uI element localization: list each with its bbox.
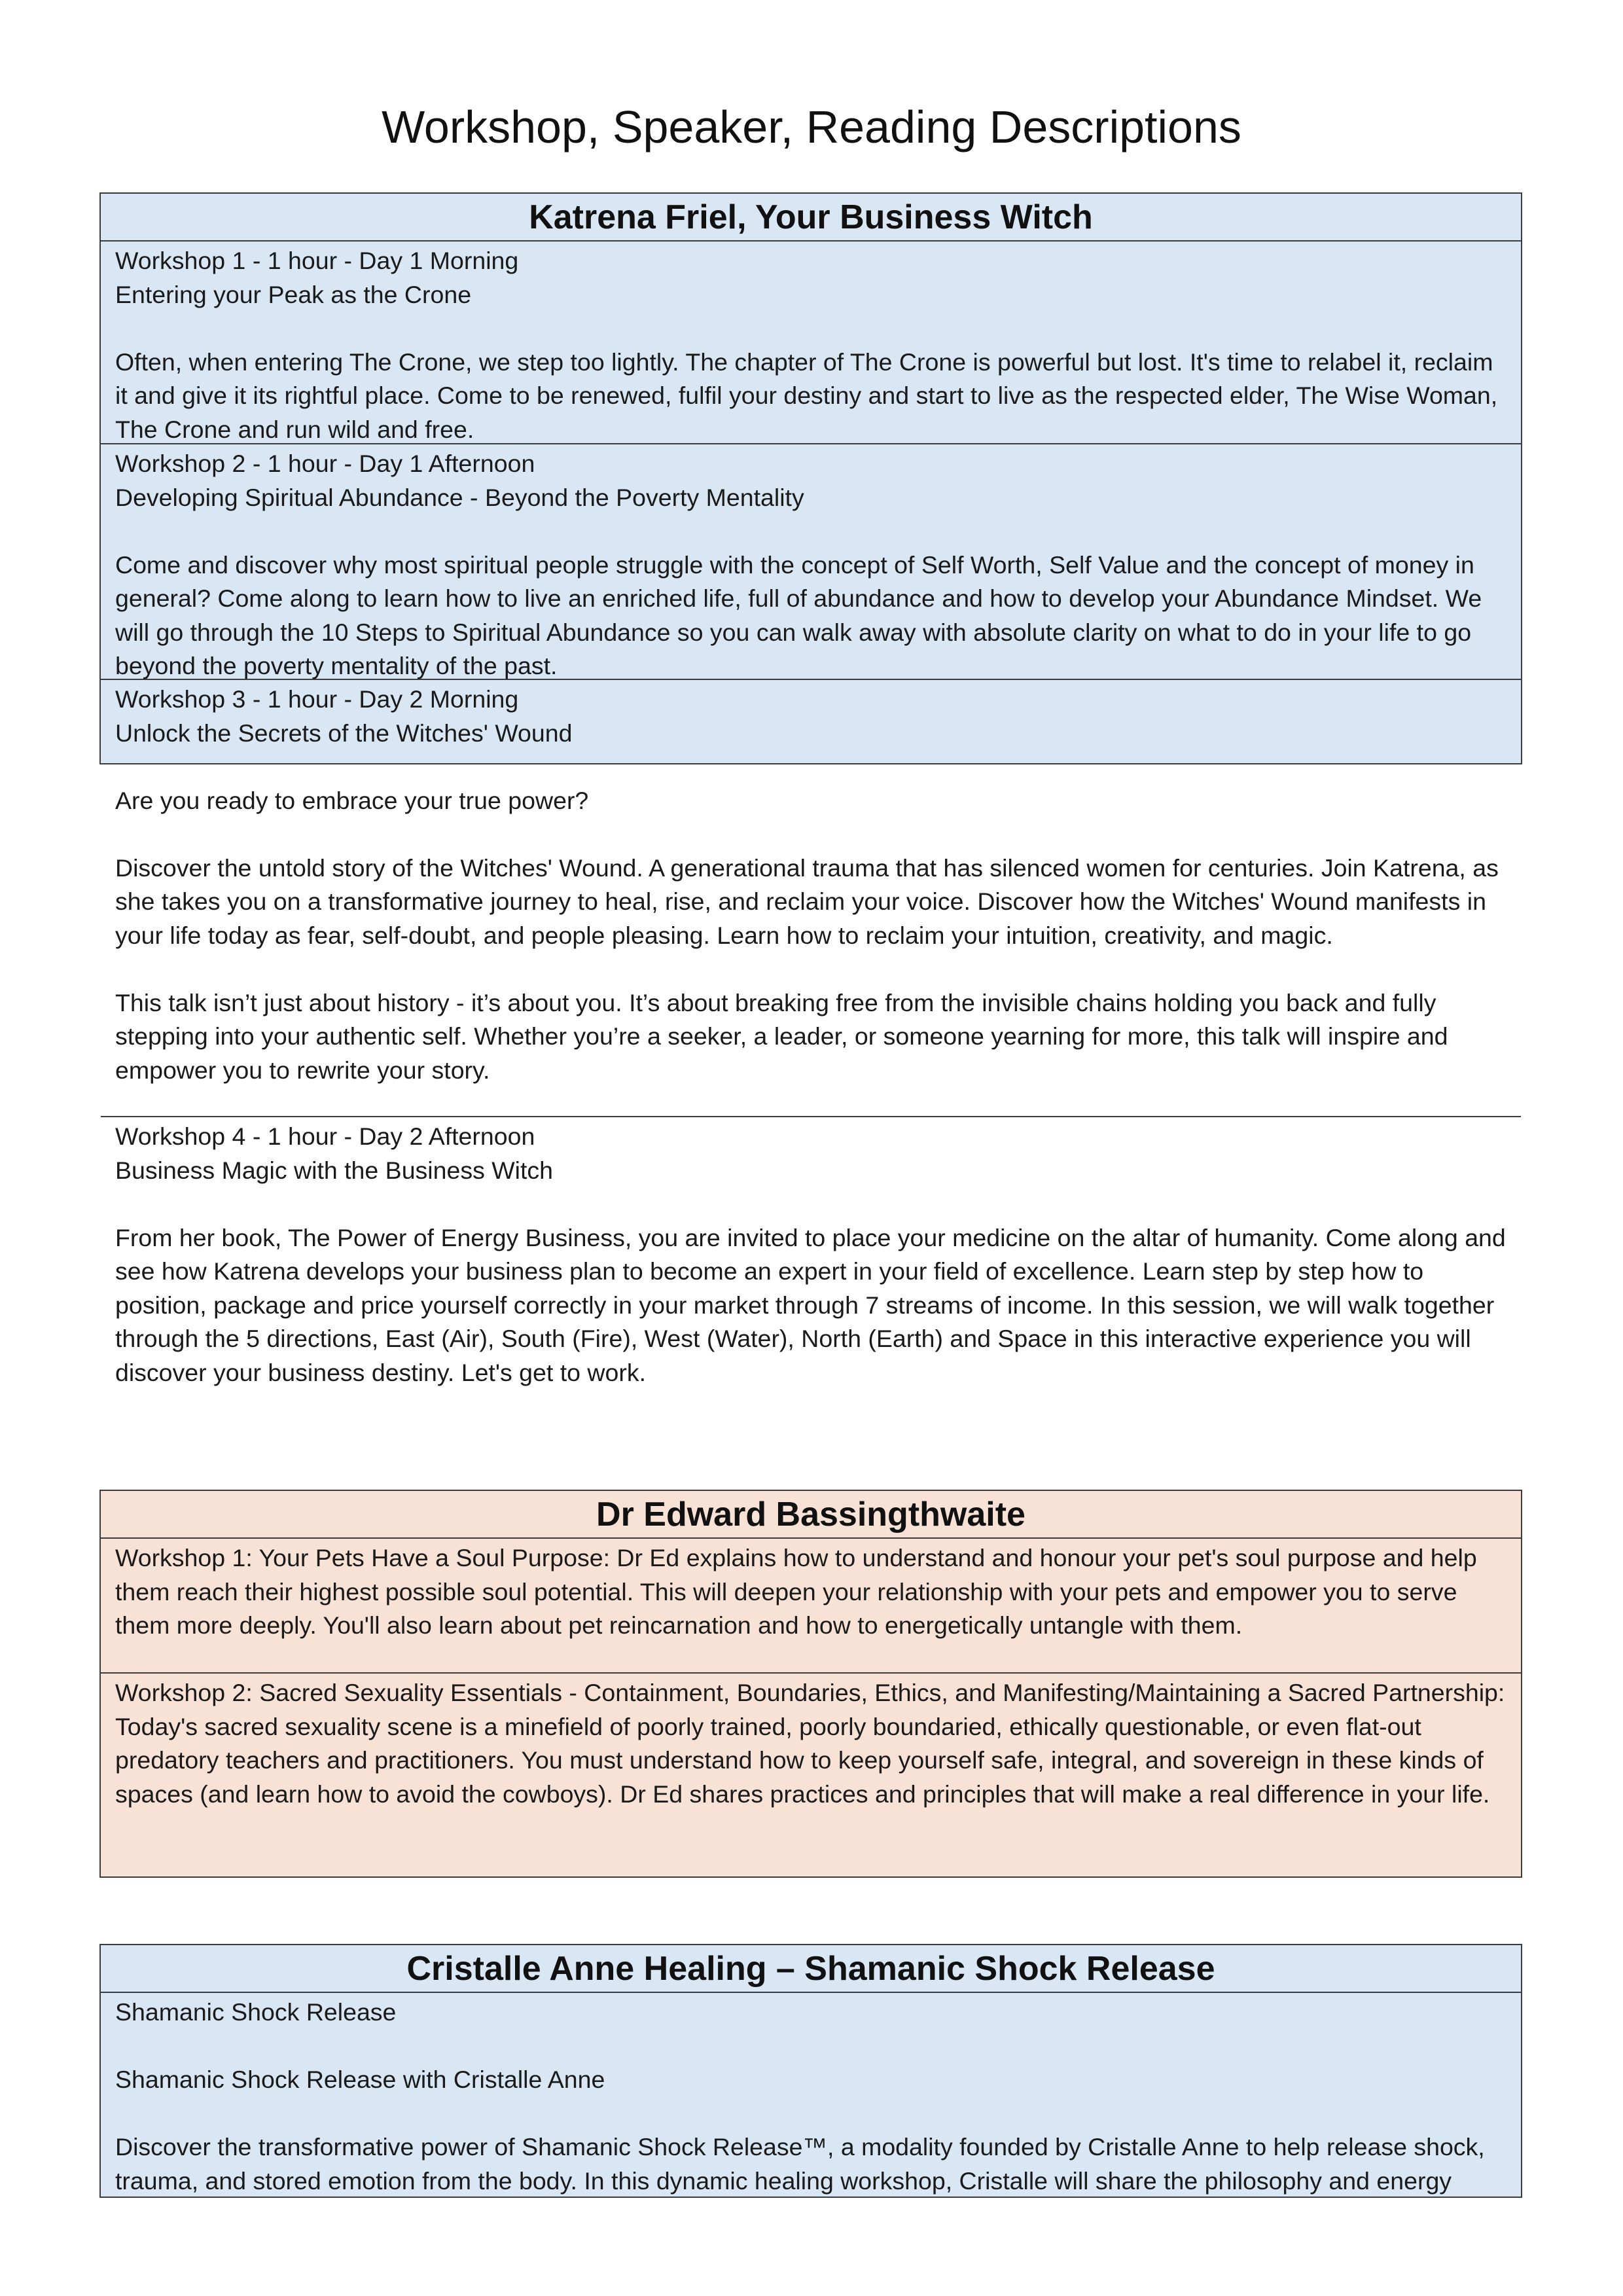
- workshop-cell-2: [101, 444, 1521, 680]
- workshop-heading: Workshop 4 - 1 hour - Day 2 Afternoon: [115, 1122, 535, 1150]
- speaker-section-cristalle-anne: [99, 1944, 1522, 2198]
- workshop-description: This talk isn’t just about history - it’s about you. It’s about breaking free from the invisible chains holding you back and fully stepping into your authentic self. Whether you’re a seeker, a leader, or someone yearning for more, this talk will inspire and empower you to rewrite your story.: [115, 988, 1448, 1084]
- section-title: Cristalle Anne Healing – Shamanic Shock Release: [101, 1945, 1521, 1993]
- workshop-cell-3: [101, 680, 1521, 1117]
- workshop-cell-4: [101, 1117, 1521, 1418]
- workshop-description: Discover the transformative power of Shamanic Shock Release™, a modality founded by Cristalle Anne to help release shock, trauma, and stored emotion from the body. In this dynamic healing workshop, Cristalle will share the philosophy and energy: [115, 2133, 1485, 2195]
- workshop-description: From her book, The Power of Energy Business, you are invited to place your medicine on the altar of humanity. Come along and see how Katrena develops your business plan to become an expert in your field of excellence. Learn step by step how to position, package and price yourself correctly in your market through 7 streams of income. In this session, we will walk together through the 5 directions, East (Air), South (Fire), West (Water), North (Earth) and Space in this interactive experience you will discover your business destiny. Let's get to work.: [115, 1223, 1506, 1386]
- workshop-cell-1: [101, 1993, 1521, 2198]
- workshop-heading: Shamanic Shock Release: [115, 1998, 397, 2026]
- workshop-subtitle: Shamanic Shock Release with Cristalle Anne: [115, 2066, 605, 2093]
- page-title: Workshop, Speaker, Reading Descriptions: [382, 101, 1241, 152]
- speaker-section-katrena-friel: [99, 192, 1522, 1386]
- workshop-subtitle: Unlock the Secrets of the Witches' Wound: [115, 719, 573, 747]
- speaker-section-edward-bassingthwaite: [99, 1490, 1522, 1878]
- workshop-subtitle: Business Magic with the Business Witch: [115, 1156, 554, 1184]
- workshop-description: Often, when entering The Crone, we step too lightly. The chapter of The Crone is powerful but lost. It's time to relabel it, reclaim it and give it its rightful place. Come to be renewed, fulfil your destiny and start to live as the respected elder, The Wise Woman, The Crone and run wild and free.: [115, 348, 1498, 443]
- workshop-cell-1: [101, 1539, 1521, 1674]
- section-title: Dr Edward Bassingthwaite: [101, 1491, 1521, 1539]
- workshop-subtitle: Entering your Peak as the Crone: [115, 280, 472, 308]
- workshop-heading: Workshop 2 - 1 hour - Day 1 Afternoon: [115, 450, 535, 477]
- workshop-question: Are you ready to embrace your true power?: [115, 786, 589, 814]
- workshop-cell-1: [101, 242, 1521, 444]
- workshop-description: Come and discover why most spiritual people struggle with the concept of Self Worth, Self Value and the concept of money in general? Come along to learn how to live an enriched life, full of abundance and how to develop your Abundance Mindset. We will go through the 10 Steps to Spiritual Abundance so you can walk away with absolute clarity on what to do in your life to go beyond the poverty mentality of the past.: [115, 550, 1482, 679]
- section-title: Katrena Friel, Your Business Witch: [101, 194, 1521, 242]
- workshop-description: Discover the untold story of the Witches' Wound. A generational trauma that has silenced women for centuries. Join Katrena, as she takes you on a transformative journey to heal, rise, and reclaim your voice. Discover how the Witches' Wound manifests in your life today as fear, self-doubt, and people pleasing. Learn how to reclaim your intuition, creativity, and magic.: [115, 853, 1499, 949]
- workshop-cell-2: [101, 1674, 1521, 1876]
- workshop-description: Workshop 1: Your Pets Have a Soul Purpose: Dr Ed explains how to understand and honour your pet's soul purpose and help them reach their highest possible soul potential. This will deepen your relationship with your pets and empower you to serve them more deeply. You'll also learn about pet reincarnation and how to energetically untangle with them.: [115, 1544, 1477, 1639]
- workshop-subtitle: Developing Spiritual Abundance - Beyond the Poverty Mentality: [115, 483, 804, 511]
- workshop-heading: Workshop 1 - 1 hour - Day 1 Morning: [115, 247, 519, 274]
- workshop-heading: Workshop 3 - 1 hour - Day 2 Morning: [115, 685, 519, 713]
- workshop-description: Workshop 2: Sacred Sexuality Essentials - Containment, Boundaries, Ethics, and Manifesting/Maintaining a Sacred Partnership: Today's sacred sexuality scene is a minefield of poorly trained, poorly boundaried, ethically questionable, or even flat-out predatory teachers and practitioners. You must understand how to keep yourself safe, integral, and sovereign in these kinds of spaces (and learn how to avoid the cowboys). Dr Ed shares practices and principles that will make a real difference in your life.: [115, 1679, 1505, 1808]
